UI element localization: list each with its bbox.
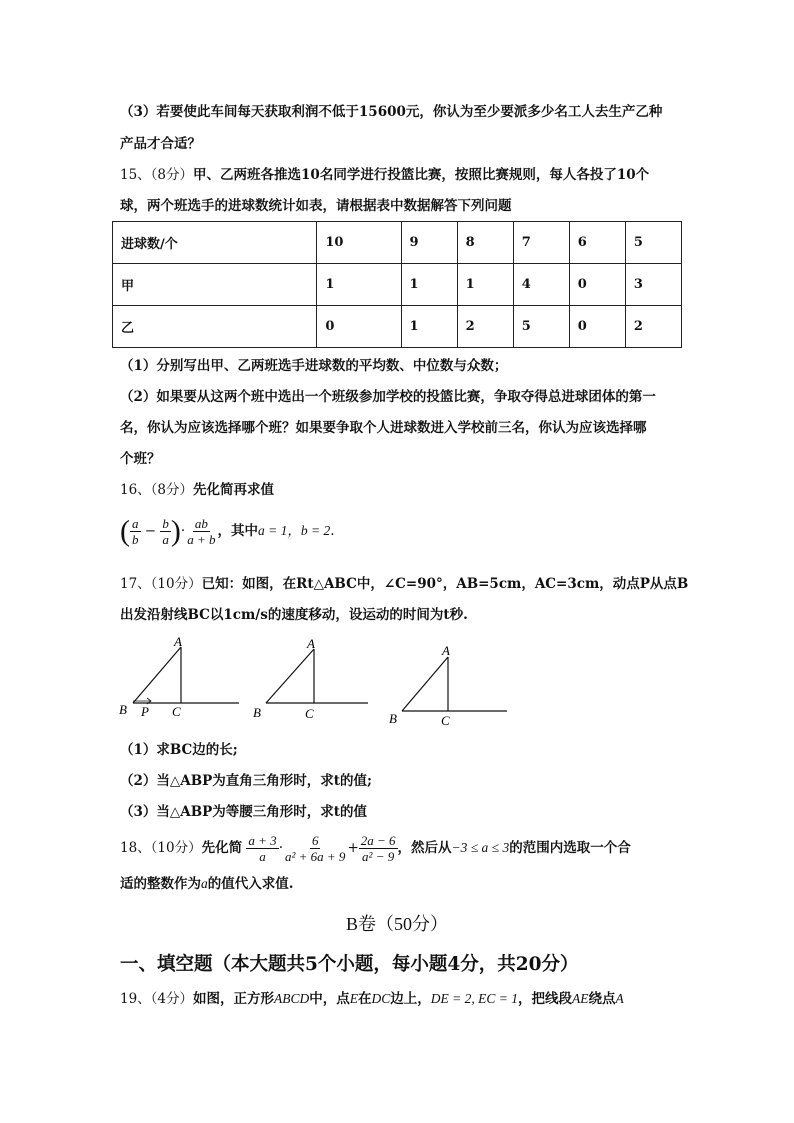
- label-a: A: [307, 637, 315, 651]
- score-table: [112, 221, 682, 348]
- table-cell: 1: [457, 264, 513, 306]
- label-a: A: [442, 643, 450, 658]
- label-p: P: [141, 704, 149, 719]
- table-cell: 4: [513, 264, 569, 306]
- q17-part3: （3）当△ABP为等腰三角形时，求t的值: [120, 804, 368, 820]
- table-cell: 0: [569, 264, 625, 306]
- table-cell: 2: [457, 306, 513, 348]
- q14-part3-line1: （3）若要使此车间每天获取利润不低于15600元，你认为至少要派多少名工人去生产乙种: [120, 104, 663, 120]
- table-cell: 6: [569, 222, 625, 264]
- question-label: 16、（8分）: [120, 482, 194, 498]
- q16-formula: ( $\frac{a}{b}$ − $\frac{b}{a}$ )· $\frac{ab}{a + b}$ ，其中a = 1，b = 2.: [120, 514, 335, 548]
- triangle-figure-2: [250, 637, 375, 725]
- q18-line1: 18、（10分）先化简 $\frac{a + 3}{a}$ · $\frac{6}{\text{a² + 6a + 9}}$ + $\frac{2a - 6}{\text{a² − 9}}$ ，然后从−3 ≤ a ≤ 3的范围内选取一个合: [120, 833, 631, 864]
- q16-line1: 16、（8分）先化简再求值: [120, 482, 275, 498]
- table-cell: 1: [317, 264, 401, 306]
- table-cell: 8: [457, 222, 513, 264]
- question-label: 18、（10分）: [120, 840, 202, 856]
- label-b: B: [253, 705, 261, 720]
- q18-line2: 适的整数作为a的值代入求值.: [120, 876, 294, 892]
- triangle-figure-1: [115, 635, 245, 723]
- table-cell: 3: [625, 264, 681, 306]
- q15-part2-line3: 个班？: [120, 451, 161, 467]
- table-cell: 2: [625, 306, 681, 348]
- table-cell: 乙: [113, 306, 317, 348]
- q15-line1: 15、（8分）甲、乙两班各推选10名同学进行投篮比赛，按照比赛规则，每人各投了10个: [120, 167, 650, 183]
- question-label: 15、（8分）: [120, 167, 194, 183]
- label-b: B: [389, 711, 397, 726]
- table-cell: 进球数/个: [113, 222, 317, 264]
- fraction: $\frac{ab}{a + b}$: [187, 516, 216, 547]
- q17-line1: 17、（10分）已知：如图，在Rt△ABC中，∠C=90°，AB=5cm，AC=3cm，动点P从点B: [120, 576, 689, 592]
- label-a: A: [174, 635, 182, 649]
- q17-line2: 出发沿射线BC以1cm/s的速度移动，设运动的时间为t秒.: [120, 607, 468, 623]
- question-label: 17、（10分）: [120, 576, 202, 592]
- fraction: $\frac{6}{\text{a² + 6a + 9}}$: [284, 833, 346, 864]
- section-b-title: B卷（50分）: [345, 914, 448, 934]
- q17-part1: （1）求BC边的长;: [120, 742, 238, 758]
- table-cell: 0: [569, 306, 625, 348]
- table-cell: 10: [317, 222, 401, 264]
- question-label: 19、（4分）: [120, 991, 194, 1007]
- triangle-figure-3: [385, 641, 510, 729]
- table-cell: 7: [513, 222, 569, 264]
- table-cell: 5: [625, 222, 681, 264]
- part1-heading: 一、填空题（本大题共5个小题，每小题4分，共20分）: [120, 954, 579, 975]
- q14-part3-line2: 产品才合适？: [120, 136, 201, 152]
- table-header-row: [113, 222, 682, 264]
- table-cell: 甲: [113, 264, 317, 306]
- label-c: C: [172, 704, 181, 719]
- q15-part1: （1）分别写出甲、乙两班选手进球数的平均数、中位数与众数；: [120, 358, 508, 374]
- q15-line2: 球，两个班选手的进球数统计如表，请根据表中数据解答下列问题: [120, 198, 512, 214]
- table-row: [113, 306, 682, 348]
- q15-part2-line2: 名，你认为应该选择哪个班？如果要争取个人进球数进入学校前三名，你认为应该选择哪: [120, 420, 647, 436]
- q15-part2-line1: （2）如果要从这两个班中选出一个班级参加学校的投篮比赛，争取夺得总进球团体的第一: [120, 389, 656, 405]
- q17-part2: （2）当△ABP为直角三角形时，求t的值;: [120, 773, 373, 789]
- fraction: $\frac{2a - 6}{\text{a² − 9}}$: [360, 833, 396, 864]
- fraction: $\frac{a + 3}{a}$: [248, 833, 277, 864]
- fraction: $\frac{a}{b}$: [132, 516, 139, 547]
- fraction: $\frac{b}{a}$: [162, 516, 169, 547]
- label-c: C: [441, 713, 450, 728]
- table-cell: 5: [513, 306, 569, 348]
- label-c: C: [305, 706, 314, 721]
- table-cell: 9: [401, 222, 457, 264]
- table-cell: 1: [401, 264, 457, 306]
- table-row: [113, 264, 682, 306]
- label-b: B: [119, 702, 127, 717]
- table-cell: 1: [401, 306, 457, 348]
- table-cell: 0: [317, 306, 401, 348]
- q19-line1: 19、（4分）如图，正方形ABCD中，点E在DC边上，DE = 2, EC = 1，把线段AE绕点A: [120, 991, 624, 1007]
